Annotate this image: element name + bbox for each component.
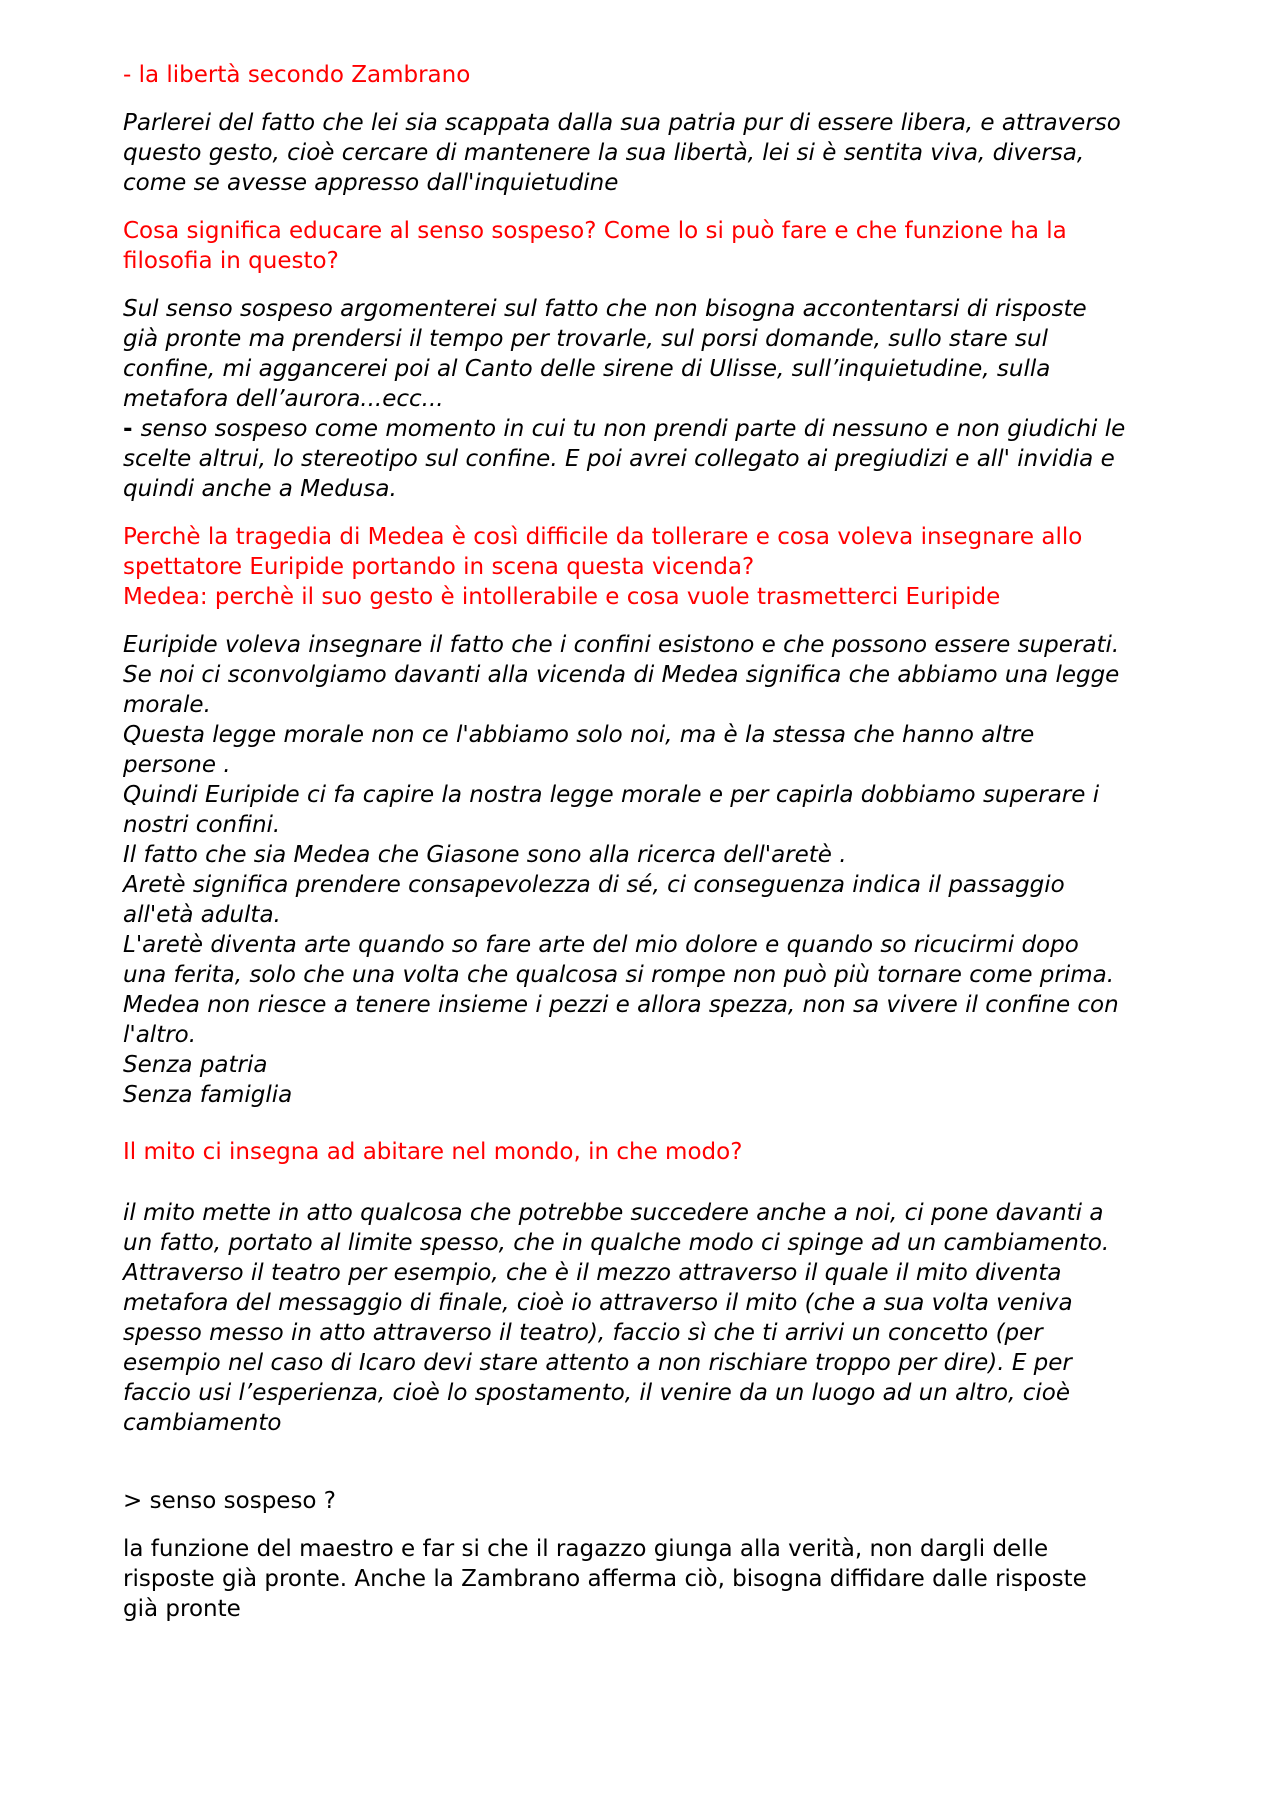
heading-mito-question: Il mito ci insegna ad abitare nel mondo, in che modo?: [123, 1139, 743, 1165]
answer-mito: il mito mette in atto qualcosa che potrebbe succedere anche a noi, ci pone davanti a un fatto, portato al limite spesso, che in qualche modo ci spinge ad un cambiamento. Attraverso il teatro per esempio, che è il mezzo attraverso il quale il mito diventa metafora del messaggio di finale, cioè io attraverso il mito (che a sua volta veniva spesso messo in atto attraverso il teatro), faccio sì che ti arrivi un concetto (per esempio nel caso di Icaro devi stare attento a non rischiare troppo per dire). E per faccio usi l’esperienza, cioè lo spostamento, il venire da un luogo ad un altro, cioè cambiamento: [123, 1200, 1110, 1436]
answer-senso-sospeso-part2-text: senso sospeso come momento in cui tu non prendi parte di nessuno e non giudichi le scelte altrui, lo stereotipo sul confine. E poi avrei collegato ai pregiudizi e all' invidia e quindi anche a Medusa.: [123, 416, 1126, 502]
heading-senso-sospeso-question: Cosa significa educare al senso sospeso? Come lo si può fare e che funzione ha la filosofia in questo?: [123, 218, 1067, 274]
heading-medea-question: Perchè la tragedia di Medea è così difficile da tollerare e cosa voleva insegnare allo spettatore Euripide portando in scena questa vicenda? Medea: perchè il suo gesto è intollerabile e cosa vuole trasmetterci Euripide: [123, 524, 1083, 610]
answer-senso-sospeso: [123, 294, 1183, 504]
bullet-dash: -: [123, 416, 141, 442]
heading-senso-sospeso-short: > senso sospeso ?: [123, 1488, 337, 1514]
answer-senso-sospeso-part2: [123, 414, 1183, 504]
answer-liberta: Parlerei del fatto che lei sia scappata dalla sua patria pur di essere libera, e attraverso questo gesto, cioè cercare di mantenere la sua libertà, lei si è sentita viva, diversa, come se avesse appresso dall'inquietudine: [123, 110, 1121, 196]
answer-senso-sospeso-part1: Sul senso sospeso argomenterei sul fatto che non bisogna accontentarsi di risposte già pronte ma prendersi il tempo per trovarle, sul porsi domande, sullo stare sul confine, mi aggancerei poi al Canto delle sirene di Ulisse, sull’inquietudine, sulla metafora dell’aurora...ecc...: [123, 296, 1087, 412]
heading-liberta-zambrano: - la libertà secondo Zambrano: [123, 62, 471, 88]
document-page: [123, 60, 1183, 1624]
answer-medea: Euripide voleva insegnare il fatto che i confini esistono e che possono essere superati. Se noi ci sconvolgiamo davanti alla vicenda di Medea significa che abbiamo una legge morale. Questa legge morale non ce l'abbiamo solo noi, ma è la stessa che hanno altre persone . Quindi Euripide ci fa capire la nostra legge morale e per capirla dobbiamo superare i nostri confini. Il fatto che sia Medea che Giasone sono alla ricerca dell'aretè . Aretè significa prendere consapevolezza di sé, ci conseguenza indica il passaggio all'età adulta. L'aretè diventa arte quando so fare arte del mio dolore e quando so ricucirmi dopo una ferita, solo che una volta che qualcosa si rompe non può più tornare come prima. Medea non riesce a tenere insieme i pezzi e allora spezza, non sa vivere il confine con l'altro. Senza patria Senza famiglia: [123, 632, 1120, 1108]
answer-maestro: la funzione del maestro e far si che il ragazzo giunga alla verità, non dargli delle risposte già pronte. Anche la Zambrano afferma ciò, bisogna diffidare dalle risposte già pronte: [123, 1536, 1087, 1622]
